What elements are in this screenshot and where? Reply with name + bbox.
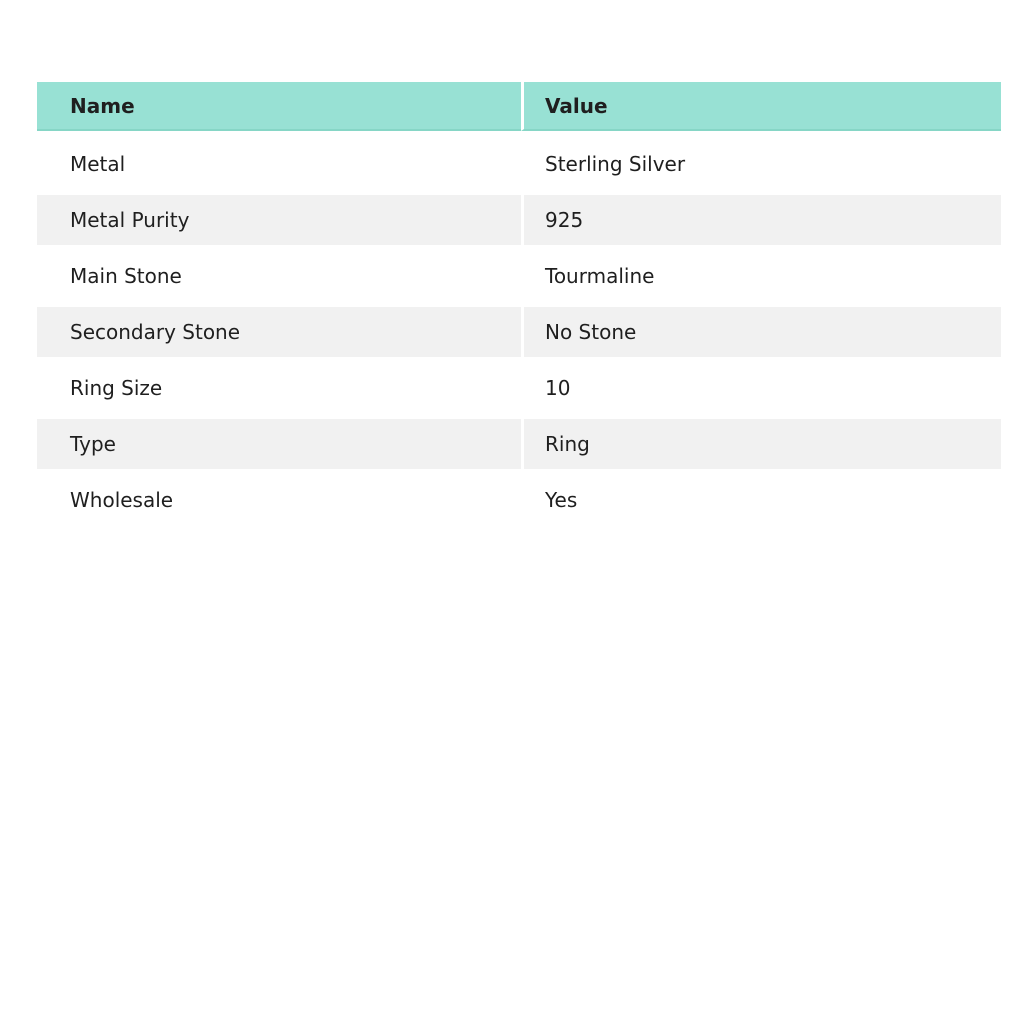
attribute-value: 925 — [521, 193, 1001, 247]
column-header-name: Name — [37, 82, 521, 131]
table-row — [37, 193, 1001, 247]
table-row — [37, 135, 1001, 193]
table-row — [37, 417, 1001, 471]
attribute-name: Type — [37, 417, 521, 471]
attribute-value: 10 — [521, 359, 1001, 417]
attribute-value: No Stone — [521, 305, 1001, 359]
attribute-name: Ring Size — [70, 376, 163, 400]
table-row — [37, 247, 1001, 305]
attribute-value: Tourmaline — [521, 247, 1001, 305]
attribute-value: Yes — [521, 471, 1001, 529]
attribute-name: Metal — [70, 152, 126, 176]
product-attributes-section — [37, 82, 1001, 529]
table-row — [37, 359, 1001, 417]
attribute-name: Metal Purity — [37, 193, 521, 247]
product-attributes-table — [37, 82, 1001, 529]
attribute-value: Sterling Silver — [521, 135, 1001, 193]
attribute-value: Ring — [521, 417, 1001, 471]
column-header-value: Value — [521, 82, 1001, 131]
attribute-name: Main Stone — [70, 264, 182, 288]
table-row — [37, 305, 1001, 359]
header-row — [37, 82, 1001, 131]
attribute-name: Secondary Stone — [37, 305, 521, 359]
table-row — [37, 471, 1001, 529]
attribute-name: Wholesale — [70, 488, 174, 512]
